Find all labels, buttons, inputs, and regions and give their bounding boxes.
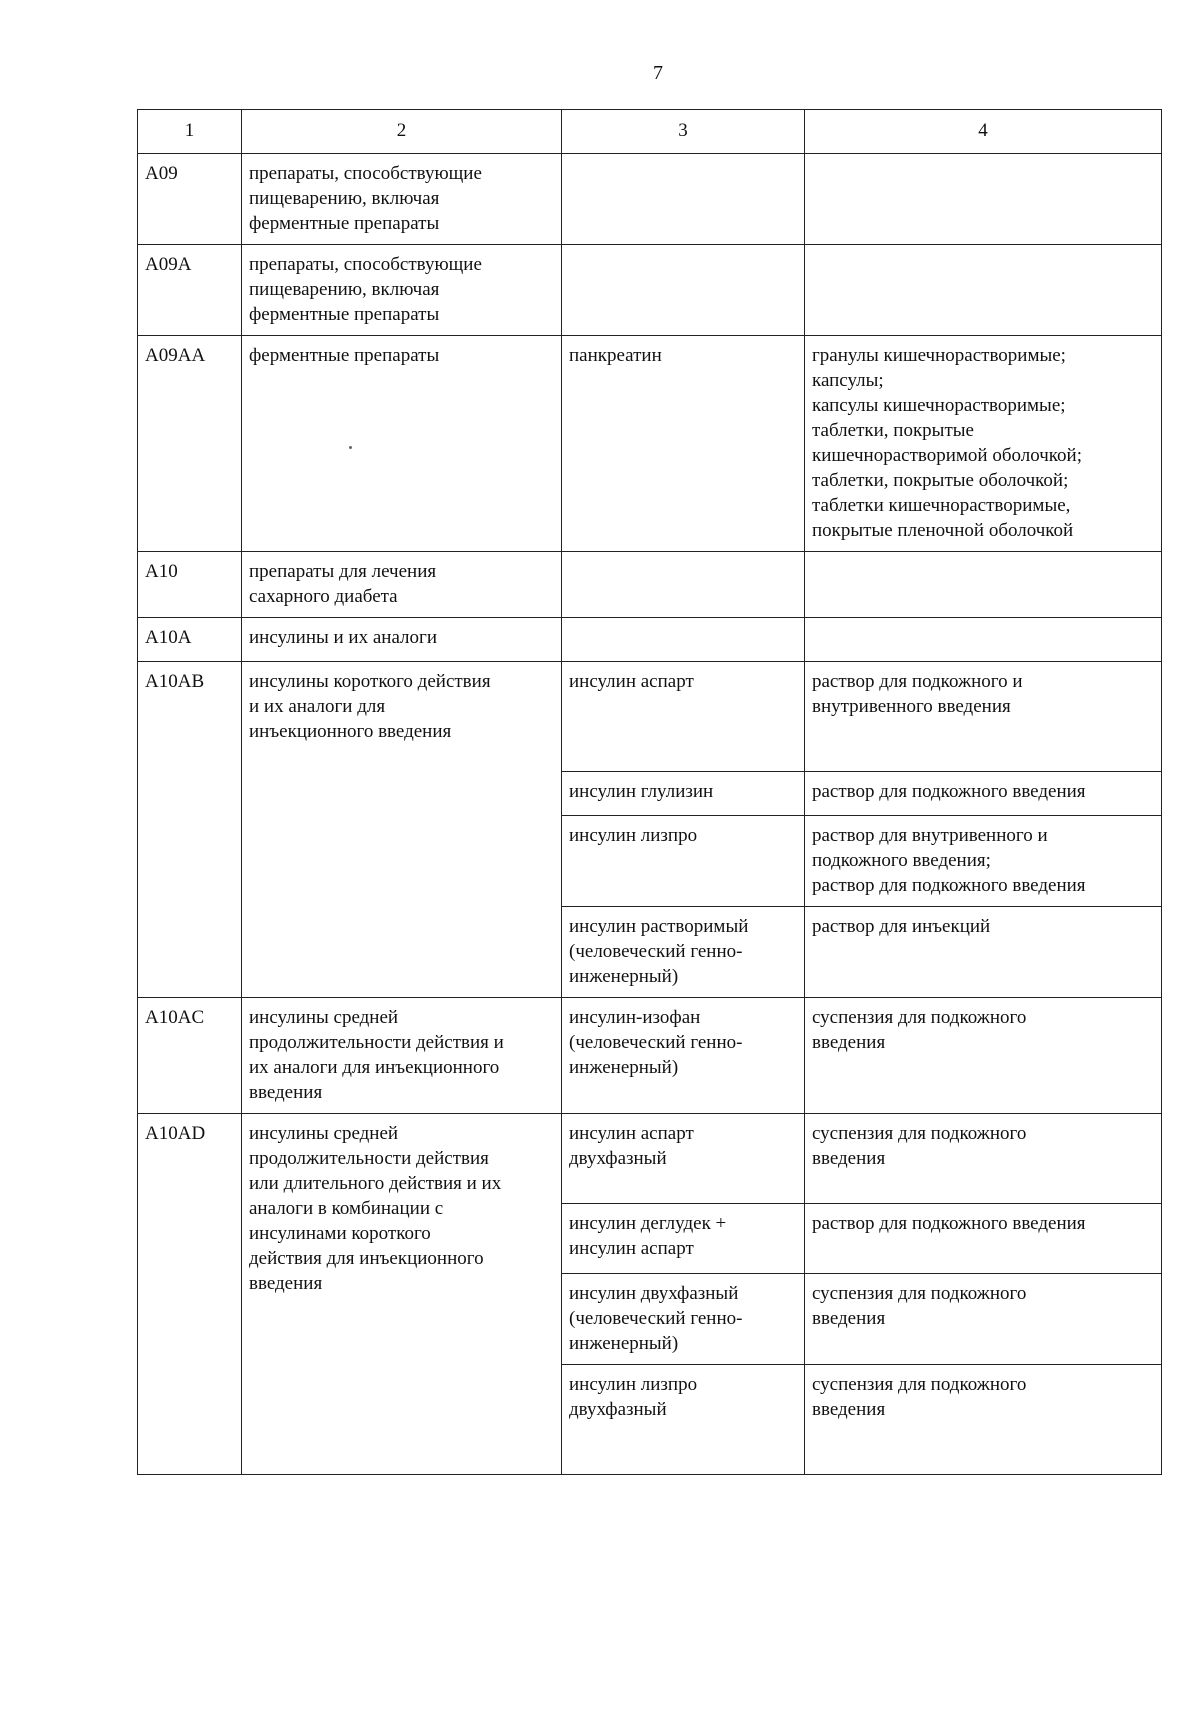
page-number: 7 <box>653 62 663 84</box>
group-name-cell: препараты, способствующие пищеварению, включая ферментные препараты <box>242 245 562 336</box>
drug-name-cell: инсулин аспарт <box>562 662 805 772</box>
dosage-form-cell: суспензия для подкожного введения <box>805 1114 1162 1204</box>
drug-name-cell <box>562 154 805 245</box>
dosage-form-cell: раствор для подкожного введения <box>805 772 1162 816</box>
atc-code-cell: A10A <box>138 618 242 662</box>
dosage-form-cell: раствор для подкожного и внутривенного введения <box>805 662 1162 772</box>
atc-code-cell: A09A <box>138 245 242 336</box>
group-name-cell: препараты для лечения сахарного диабета <box>242 552 562 618</box>
drug-classification-table <box>137 109 1162 1475</box>
group-name-cell: инсулины и их аналоги <box>242 618 562 662</box>
dosage-form-cell <box>805 245 1162 336</box>
table-body <box>138 110 1162 1475</box>
column-header: 2 <box>242 110 562 154</box>
dosage-form-cell <box>805 618 1162 662</box>
drug-name-cell <box>562 618 805 662</box>
header-row <box>138 110 1162 154</box>
drug-name-cell <box>562 245 805 336</box>
scan-speck <box>349 446 352 449</box>
dosage-form-cell <box>805 552 1162 618</box>
group-name-cell: инсулины короткого действия и их аналоги для инъекционного введения <box>242 662 562 998</box>
dosage-form-cell: раствор для подкожного введения <box>805 1204 1162 1274</box>
column-header: 1 <box>138 110 242 154</box>
dosage-form-cell: раствор для инъекций <box>805 907 1162 998</box>
group-name-cell: инсулины средней продолжительности действия или длительного действия и их аналоги в комбинации с инсулинами короткого действия для инъекционного введения <box>242 1114 562 1475</box>
group-name-cell: ферментные препараты <box>242 336 562 552</box>
dosage-form-cell <box>805 154 1162 245</box>
drug-name-cell: инсулин глулизин <box>562 772 805 816</box>
drug-name-cell <box>562 552 805 618</box>
table-row <box>138 618 1162 662</box>
dosage-form-cell: суспензия для подкожного введения <box>805 1365 1162 1475</box>
table-row <box>138 336 1162 552</box>
dosage-form-cell: гранулы кишечнорастворимые; капсулы; капсулы кишечнорастворимые; таблетки, покрытые кишечнорастворимой оболочкой; таблетки, покрытые оболочкой; таблетки кишечнорастворимые, покрытые пленочной оболочкой <box>805 336 1162 552</box>
atc-code-cell: A09AA <box>138 336 242 552</box>
group-name-cell: препараты, способствующие пищеварению, включая ферментные препараты <box>242 154 562 245</box>
dosage-form-cell: суспензия для подкожного введения <box>805 998 1162 1114</box>
atc-code-cell: A09 <box>138 154 242 245</box>
table-row <box>138 245 1162 336</box>
dosage-form-cell: раствор для внутривенного и подкожного введения; раствор для подкожного введения <box>805 816 1162 907</box>
group-name-cell: инсулины средней продолжительности действия и их аналоги для инъекционного введения <box>242 998 562 1114</box>
dosage-form-cell: суспензия для подкожного введения <box>805 1274 1162 1365</box>
atc-code-cell: A10AD <box>138 1114 242 1475</box>
column-header: 3 <box>562 110 805 154</box>
atc-code-cell: A10 <box>138 552 242 618</box>
table-row <box>138 998 1162 1114</box>
column-header: 4 <box>805 110 1162 154</box>
drug-name-cell: инсулин лизпро <box>562 816 805 907</box>
drug-name-cell: инсулин деглудек + инсулин аспарт <box>562 1204 805 1274</box>
table-row <box>138 1114 1162 1204</box>
table-row <box>138 154 1162 245</box>
drug-name-cell: инсулин двухфазный (человеческий генно- инженерный) <box>562 1274 805 1365</box>
drug-name-cell: панкреатин <box>562 336 805 552</box>
atc-code-cell: A10AB <box>138 662 242 998</box>
drug-name-cell: инсулин-изофан (человеческий генно- инженерный) <box>562 998 805 1114</box>
table-row <box>138 552 1162 618</box>
drug-name-cell: инсулин лизпро двухфазный <box>562 1365 805 1475</box>
drug-name-cell: инсулин аспарт двухфазный <box>562 1114 805 1204</box>
table-row <box>138 662 1162 772</box>
atc-code-cell: A10AC <box>138 998 242 1114</box>
drug-name-cell: инсулин растворимый (человеческий генно- инженерный) <box>562 907 805 998</box>
